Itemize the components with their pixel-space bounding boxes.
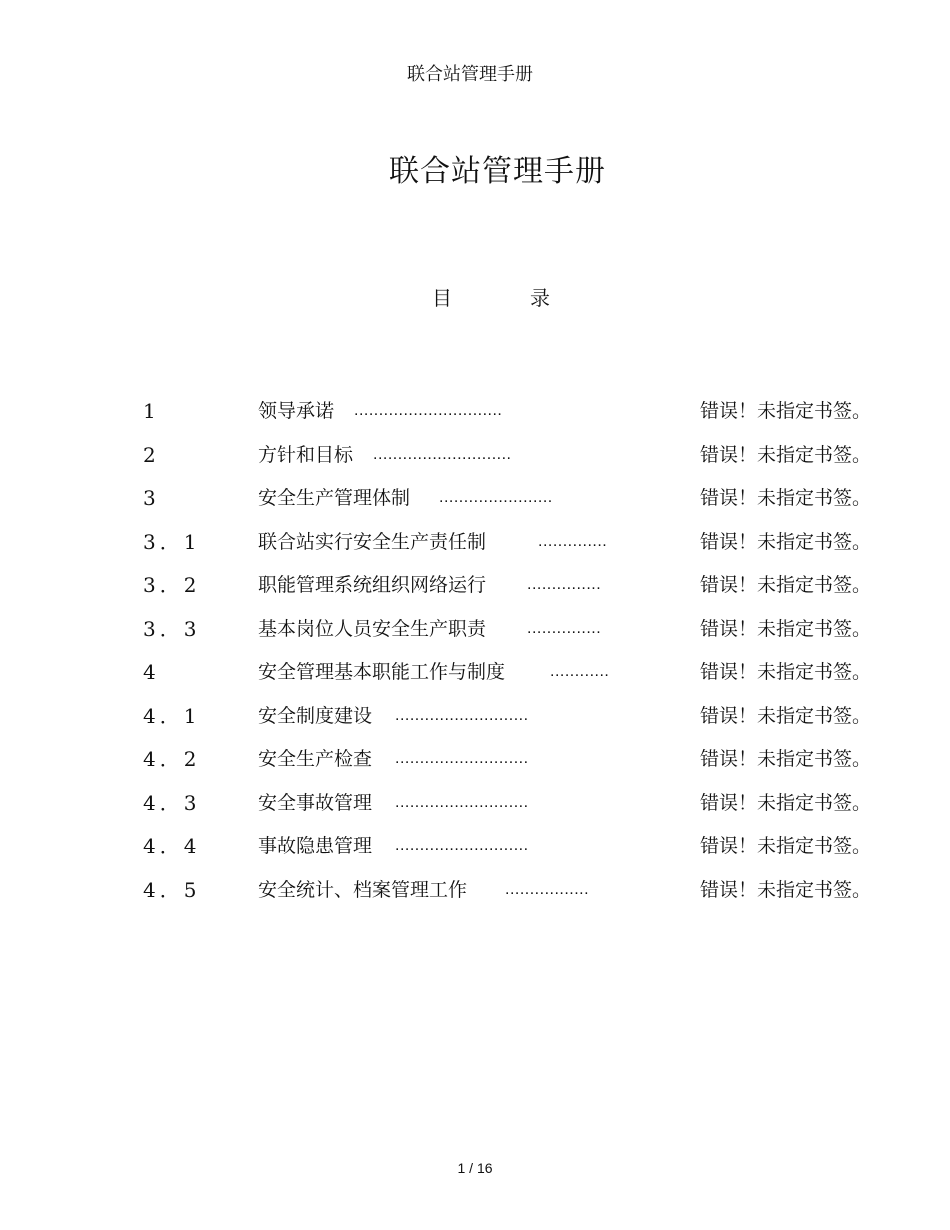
toc-entry-title: 事故隐患管理 [258, 835, 373, 857]
toc-entry[interactable] [0, 527, 950, 557]
toc-entry-page-ref: 错误！未指定书签。 [700, 835, 872, 857]
toc-entry-title: 安全制度建设 [258, 705, 373, 727]
toc-entry-leader: ............... [527, 576, 602, 593]
toc-heading-left: 目 [432, 286, 452, 310]
toc-entry-page-ref: 错误！未指定书签。 [700, 531, 872, 553]
toc-entry-title: 基本岗位人员安全生产职责 [258, 618, 487, 640]
toc-entry-page-ref: 错误！未指定书签。 [700, 574, 872, 596]
toc-entry[interactable] [0, 614, 950, 644]
toc-entry[interactable] [0, 875, 950, 905]
toc-entry-page-ref: 错误！未指定书签。 [700, 661, 872, 683]
toc-entry[interactable] [0, 657, 950, 687]
toc-entry-leader: ........................... [395, 794, 529, 811]
toc-entry-title: 安全生产管理体制 [258, 487, 411, 509]
toc-entry-leader: .............................. [354, 402, 503, 419]
toc-entry-page-ref: 错误！未指定书签。 [700, 444, 872, 466]
running-header: 联合站管理手册 [407, 64, 533, 85]
toc-entry[interactable] [0, 440, 950, 470]
toc-entry[interactable] [0, 701, 950, 731]
toc-entry-number: 4．5 [143, 878, 201, 902]
toc-entry[interactable] [0, 570, 950, 600]
toc-entry-page-ref: 错误！未指定书签。 [700, 400, 872, 422]
toc-entry-page-ref: 错误！未指定书签。 [700, 705, 872, 727]
toc-entry-page-ref: 错误！未指定书签。 [700, 792, 872, 814]
toc-entry-leader: ................. [505, 881, 590, 898]
toc-entry-number: 4．1 [143, 704, 201, 728]
toc-entry-title: 安全生产检查 [258, 748, 373, 770]
toc-entry-number: 4．4 [143, 834, 201, 858]
toc-entry-number: 3．2 [143, 573, 201, 597]
toc-entry-leader: ........................... [395, 837, 529, 854]
toc-entry-title: 领导承诺 [258, 400, 335, 422]
toc-heading-right: 录 [530, 286, 550, 310]
toc-entry-title: 安全管理基本职能工作与制度 [258, 661, 506, 683]
toc-entry-leader: ............... [527, 620, 602, 637]
toc-entry-number: 3．3 [143, 617, 201, 641]
toc-entry-title: 安全统计、档案管理工作 [258, 879, 468, 901]
toc-entry-page-ref: 错误！未指定书签。 [700, 618, 872, 640]
toc-entry-title: 职能管理系统组织网络运行 [258, 574, 487, 596]
toc-entry-number: 4 [143, 660, 160, 684]
document-title: 联合站管理手册 [389, 154, 606, 189]
toc-entry-leader: ........................... [395, 750, 529, 767]
toc-entry-number: 3 [143, 486, 160, 510]
toc-entry-title: 安全事故管理 [258, 792, 373, 814]
toc-entry-title: 联合站实行安全生产责任制 [258, 531, 487, 553]
toc-entry[interactable] [0, 788, 950, 818]
toc-entry-page-ref: 错误！未指定书签。 [700, 879, 872, 901]
toc-entry-leader: ............................ [373, 446, 512, 463]
toc-entry[interactable] [0, 396, 950, 426]
page-number: 1 / 16 [457, 1160, 493, 1176]
toc-entry-leader: ........................... [395, 707, 529, 724]
toc-entry[interactable] [0, 483, 950, 513]
toc-entry-number: 3．1 [143, 530, 201, 554]
toc-entry[interactable] [0, 744, 950, 774]
toc-entry-title: 方针和目标 [258, 444, 354, 466]
toc-entry-leader: .............. [538, 533, 608, 550]
toc-entry-number: 4．3 [143, 791, 201, 815]
toc-entry-number: 4．2 [143, 747, 201, 771]
toc-entry-number: 1 [143, 399, 160, 423]
toc-entry-number: 2 [143, 443, 160, 467]
toc-entry-leader: ....................... [439, 489, 553, 506]
toc-entry-leader: ............ [550, 663, 610, 680]
toc-entry-page-ref: 错误！未指定书签。 [700, 748, 872, 770]
toc-entry[interactable] [0, 831, 950, 861]
toc-entry-page-ref: 错误！未指定书签。 [700, 487, 872, 509]
